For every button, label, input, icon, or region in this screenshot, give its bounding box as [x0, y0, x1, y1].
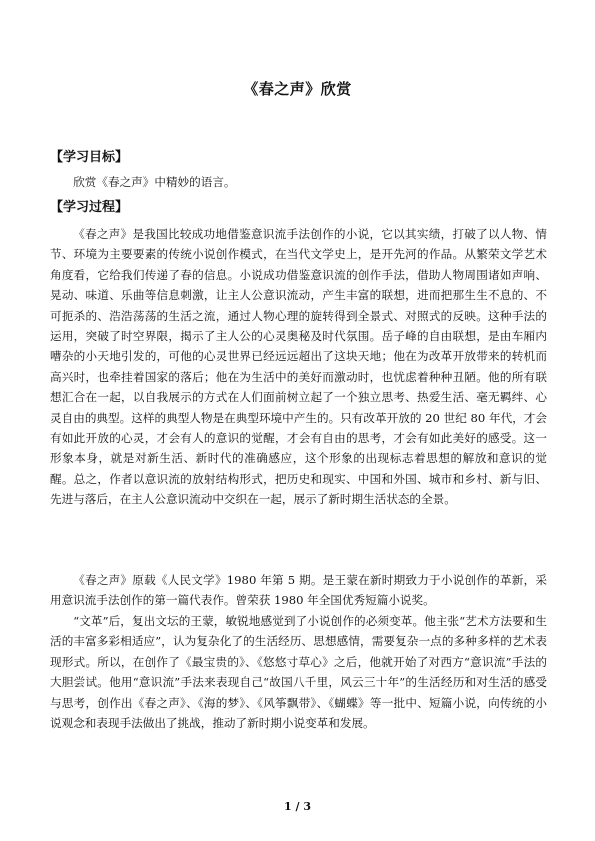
page-number: 1 / 3: [284, 800, 311, 813]
goals-heading: 【学习目标】: [50, 150, 129, 165]
goals-text: 欣赏《春之声》中精妙的语言。: [73, 175, 236, 189]
paragraph-3: “文革”后，复出文坛的王蒙，敏锐地感觉到了小说创作的必须变革。他主张“艺术方法要和生活的丰富多彩相适应”，认为复杂化了的生活经历、思想感情，需要复杂一点的多种多样的艺术表现形式。所以，在创作了《最宝贵的》、《悠悠寸草心》之后，他就开始了对西方“意识流”手法的大胆尝试。他用“意识流”手法来表现自己“故国八千里，风云三十年”的生活经历和对生活的感受与思考，创作出《春之声》、《海的梦》、《风筝飘带》、《蝴蝶》等一批中、短篇小说，向传统的小说观念和表现手法做出了挑战，推动了新时期小说变革和发展。: [50, 614, 547, 731]
paragraph-1: 《春之声》是我国比较成功地借鉴意识流手法创作的小说，它以其实绩，打破了以人物、情节、环境为主要要素的传统小说创作模式，在当代文学史上，是开先河的作品。从繁荣文学艺术角度看，它给我们传递了春的信息。小说成功借鉴意识流的创作手法，借助人物周围诸如声响、晃动、味道、乐曲等信息刺激，让主人公意识流动，产生丰富的联想，进而把那生生不息的、不可扼杀的、浩浩荡荡的生活之流，通过人物心理的旋转得到全景式、对照式的反映。这种手法的运用，突破了时空界限，揭示了主人公的心灵奥秘及时代氛围。岳子峰的自由联想，是由车厢内嘈杂的小天地引发的，可他的心灵世界已经远远超出了这块天地；他在为改革开放带来的转机而高兴时，也牵挂着国家的落后；他在为生活中的美好而激动时，也忧虑着种种丑陋。他的所有联想汇合在一起，以自我展示的方式在人们面前树立起了一个独立思考、热爱生活、毫无羁绊、心灵自由的典型。这样的典型人物是在典型环境中产生的。只有改革开放的 20 世纪 80 年代，才会有如此开放的心灵，才会有人的意识的觉醒，才会有自由的思考，才会有如此美好的感受。这一形象本身，就是对新生活、新时代的准确感应，这个形象的出现标志着思想的解放和意识的觉醒。总之，作者以意识流的放射结构形式，把历史和现实、中国和外国、城市和乡村、新与旧、先进与落后，在主人公意识流动中交织在一起，展示了新时期生活状态的全景。: [50, 227, 547, 507]
paragraph-2: 《春之声》原载《人民文学》1980 年第 5 期。是王蒙在新时期致力于小说创作的革新，采用意识流手法创作的第一篇代表作。曾荣获 1980 年全国优秀短篇小说奖。: [50, 573, 547, 608]
process-heading: 【学习过程】: [50, 200, 129, 215]
document-title: 《春之声》欣赏: [243, 80, 352, 98]
